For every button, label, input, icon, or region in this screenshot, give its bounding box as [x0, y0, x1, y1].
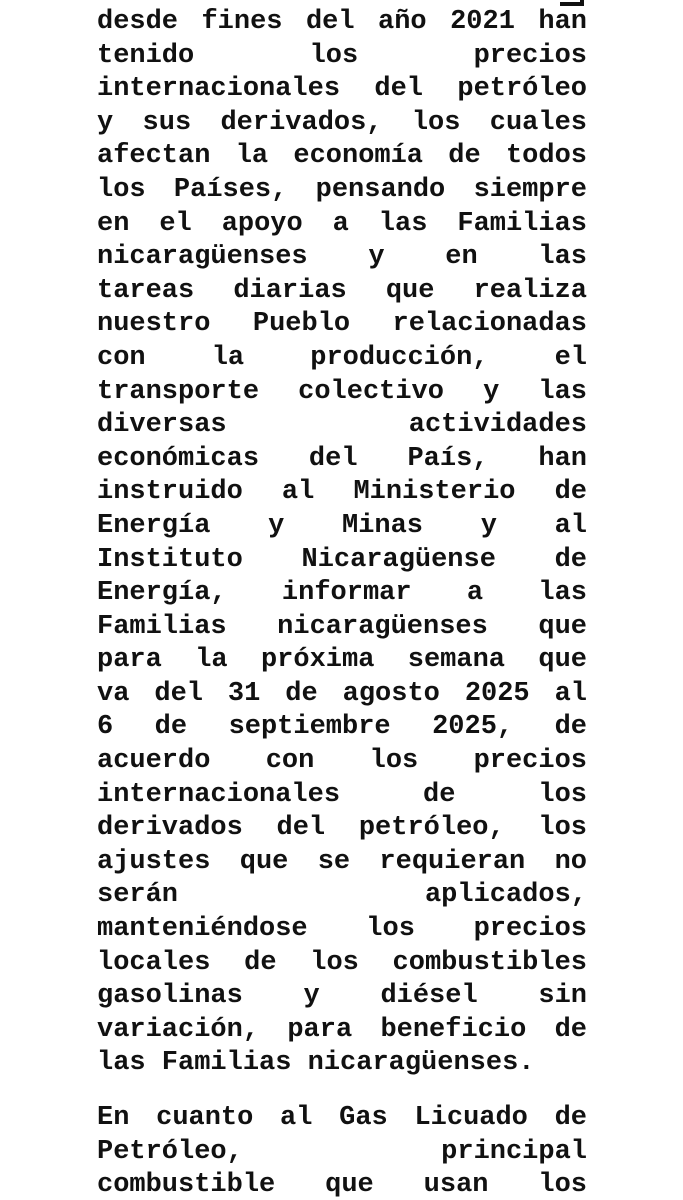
- paragraph-line: ajustes que se requieran no: [97, 846, 587, 877]
- paragraph-line: para la próxima semana que: [97, 645, 587, 676]
- paragraph-line: con la producción, el: [97, 342, 587, 373]
- paragraph-fuel-prices: [97, 6, 587, 1081]
- paragraph-line: en el apoyo a las Familias: [97, 208, 587, 239]
- paragraph-lpg: [97, 1102, 587, 1200]
- paragraph-line: afectan la economía de todos: [97, 141, 587, 172]
- paragraph-line: Instituto Nicaragüense de: [97, 544, 587, 575]
- paragraph-line: desde fines del año 2021 han: [97, 7, 587, 37]
- paragraph-line: acuerdo con los precios: [97, 746, 587, 777]
- paragraph-line: tareas diarias que realiza: [97, 275, 587, 306]
- paragraph-line: Familias nicaragüenses que: [97, 611, 587, 642]
- paragraph-line: internacionales de los: [97, 779, 587, 810]
- paragraph-line: 6 de septiembre 2025, de: [97, 712, 587, 743]
- paragraph-line: los Países, pensando siempre: [97, 174, 587, 205]
- paragraph-line: En cuanto al Gas Licuado de: [97, 1103, 587, 1133]
- paragraph-line: y sus derivados, los cuales: [97, 107, 587, 138]
- paragraph-line: económicas del País, han: [97, 443, 587, 474]
- paragraph-line: Energía y Minas y al: [97, 510, 587, 541]
- paragraph-line: gasolinas y diésel sin: [97, 981, 587, 1012]
- paragraph-line: serán aplicados,: [97, 880, 587, 911]
- paragraph-line: diversas actividades: [97, 410, 587, 441]
- paragraph-line: manteniéndose los precios: [97, 914, 587, 945]
- paragraph-line: va del 31 de agosto 2025 al: [97, 678, 587, 709]
- paragraph-line: nuestro Pueblo relacionadas: [97, 309, 587, 340]
- paragraph-line: Petróleo, principal: [97, 1136, 587, 1167]
- paragraph-line: combustible que usan los: [97, 1170, 587, 1200]
- paragraph-line: transporte colectivo y las: [97, 376, 587, 407]
- paragraph-line: internacionales del petróleo: [97, 74, 587, 105]
- paragraph-line: Energía, informar a las: [97, 578, 587, 609]
- paragraph-line: derivados del petróleo, los: [97, 813, 587, 844]
- paragraph-line: tenido los precios: [97, 40, 587, 71]
- paragraph-line: instruido al Ministerio de: [97, 477, 587, 508]
- paragraph-line: locales de los combustibles: [97, 947, 587, 978]
- paragraph-line: las Familias nicaragüenses.: [97, 1048, 535, 1079]
- paragraph-line: nicaragüenses y en las: [97, 242, 587, 273]
- paragraph-line: variación, para beneficio de: [97, 1014, 587, 1045]
